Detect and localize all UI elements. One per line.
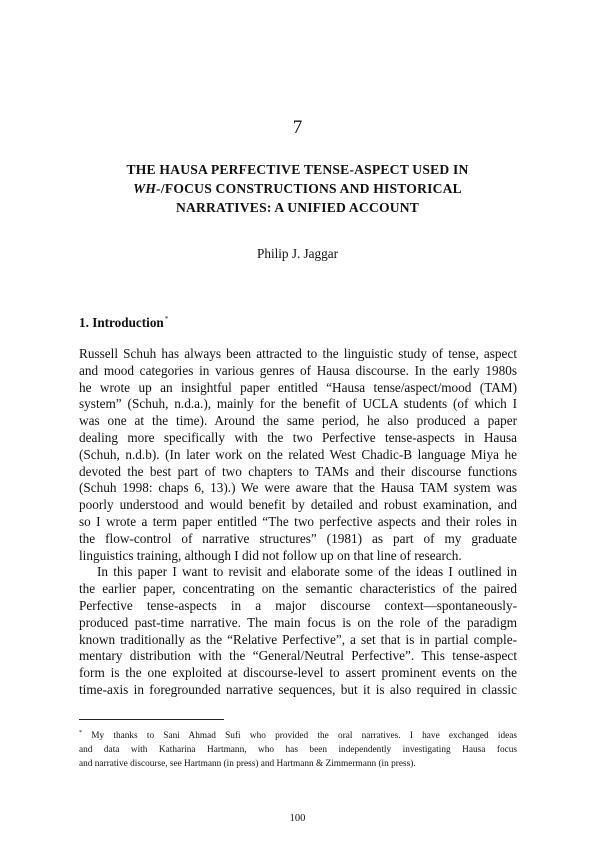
chapter-title-line-1: THE HAUSA PERFECTIVE TENSE-ASPECT USED IN: [126, 162, 469, 177]
text-line: produced past-time narrative. The main focus is on the role of the paradigm: [79, 614, 517, 630]
text-line: was one at the time). Around the same period, he also produced a paper: [79, 413, 517, 429]
text-line: poorly understood and would benefit by detailed and robust examination, and: [79, 497, 517, 513]
text-line: and mood categories in various genres of Hausa discourse. In the early 1980s: [79, 362, 517, 378]
text-line: the earlier paper, concentrating on the semantic characteristics of the paired: [79, 581, 517, 597]
chapter-title-line-3: NARRATIVES: A UNIFIED ACCOUNT: [175, 200, 420, 215]
chapter-title-line-2: [60, 179, 535, 198]
body-text: [79, 346, 517, 699]
text-line: linguistics training, although I did not follow up on that line of research.: [79, 547, 462, 563]
chapter-title: [60, 160, 535, 217]
text-line: he wrote up an insightful paper entitled “Hausa tense/aspect/mood (TAM): [79, 379, 517, 395]
text-line: time-axis in foregrounded narrative sequences, but it is also required in classic: [79, 681, 517, 697]
footnote-divider: [79, 719, 224, 720]
page-number: 100: [289, 813, 306, 824]
section-heading: [79, 315, 168, 331]
chapter-title-italic-prefix: WH-: [133, 181, 161, 196]
paragraph-2: [79, 564, 517, 698]
text-line: form is the one exploited at discourse-level to assert prominent events on the: [79, 665, 517, 681]
author-name: Philip J. Jaggar: [257, 246, 338, 261]
section-heading-text: 1. Introduction: [79, 315, 164, 330]
text-line: (Schuh 1998: chaps 6, 13).) We were aware that the Hausa TAM system was: [79, 480, 517, 496]
text-line: (Schuh, n.d.b). (In later work on the related West Chadic-B language Miya he: [79, 446, 517, 462]
text-line: devoted the best part of two chapters to TAMs and their discourse functions: [79, 463, 517, 479]
text-line: the flow-control of narrative structures” (1981) as part of my graduate: [79, 530, 517, 546]
text-line: Perfective tense-aspects in a major discourse context—spontaneously-: [79, 597, 517, 613]
text-line: In this paper I want to revisit and elaborate some of the ideas I outlined in: [97, 564, 517, 580]
footnote-marker: *: [79, 730, 82, 736]
text-line: Russell Schuh has always been attracted to the linguistic study of tense, aspect: [79, 346, 517, 361]
chapter-number: 7: [292, 117, 303, 138]
footnote-line: and data with Katharina Hartmann, who has been independently investigating Hausa focus: [79, 744, 517, 755]
text-line: so I wrote a term paper entitled “The two perfective aspects and their roles in: [79, 513, 517, 529]
text-line: mentary distribution with the “General/Neutral Perfective”. This tense-aspect: [79, 648, 517, 664]
paragraph-1: [79, 346, 517, 564]
footnote-line-text: My thanks to Sani Ahmad Sufi who provided the oral narratives. I have exchanged ideas: [82, 731, 517, 741]
footnote: [79, 727, 517, 772]
footnote-line: [79, 727, 517, 744]
footnote-line: and narrative discourse, see Hartmann (in press) and Hartmann & Zimmermann (in press).: [79, 758, 416, 769]
text-line: dealing more specifically with the two Perfective tense-aspects in Hausa: [79, 429, 517, 445]
text-line: known traditionally as the “Relative Perfective”, a set that is in partial comple-: [79, 631, 517, 647]
footnote-reference[interactable]: *: [164, 315, 169, 323]
text-line: system” (Schuh, n.d.a.), mainly for the benefit of UCLA students (of which I: [79, 396, 517, 412]
chapter-title-line-2-text: /FOCUS CONSTRUCTIONS AND HISTORICAL: [160, 181, 462, 196]
